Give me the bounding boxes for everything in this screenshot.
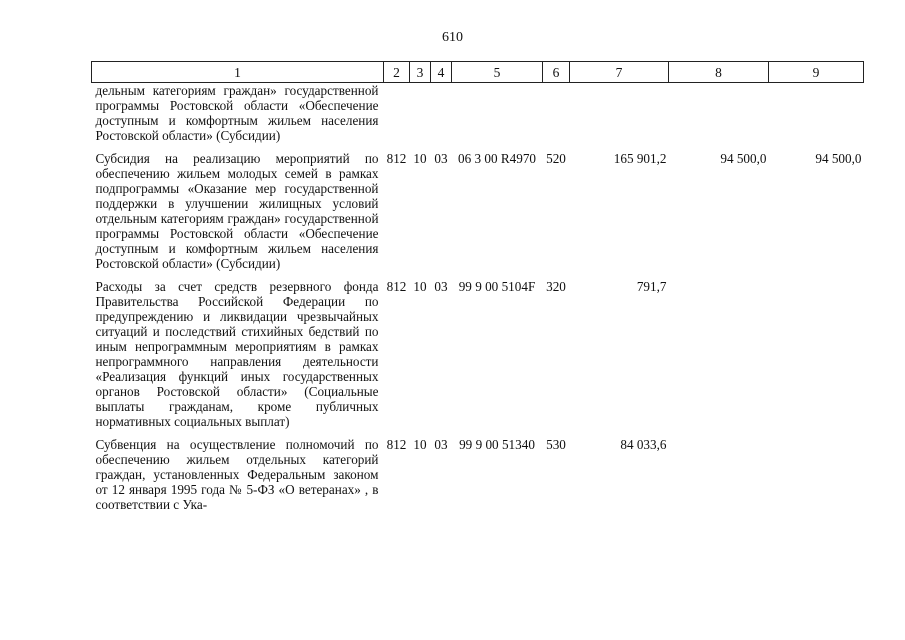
row-amount-col8 bbox=[669, 435, 769, 518]
header-col-9: 9 bbox=[769, 62, 864, 83]
row-description: Субсидия на реализацию мероприятий по обеспечению жильем молодых семей в рамках подпрограммы «Оказание мер государственной поддержки в улучшении жилищных условий отдельным категориям граждан» государственной программы Ростовской области «Обеспечение доступным и комфортным жильем населения Ростовской области» (Субсидии) bbox=[95, 151, 379, 271]
header-col-4: 4 bbox=[431, 62, 452, 83]
row-ved-code: 812 bbox=[386, 151, 407, 166]
row-target-article: 99 9 00 51340 bbox=[459, 437, 535, 452]
row-ved-code: 812 bbox=[386, 279, 407, 294]
row-subsection-code: 03 bbox=[434, 151, 448, 166]
row-section-code bbox=[410, 83, 431, 150]
row-expense-type: 320 bbox=[546, 279, 566, 294]
row-section-code: 10 bbox=[413, 279, 427, 294]
row-target-article: 99 9 00 5104F bbox=[458, 279, 536, 294]
row-description: Расходы за счет средств резервного фонда Правительства Российской Федерации по предупреждению и ликвидации чрезвычайных ситуаций и последствий стихийных бедствий по иным непрограммным мероприятиям в рамках непрограммного направления деятельности «Реализация функций иных государственных органов Ростовской области» (Социальные выплаты гражданам, кроме публичных нормативных социальных выплат) bbox=[95, 279, 379, 429]
row-amount-col9 bbox=[769, 83, 864, 150]
row-section-code: 10 bbox=[413, 151, 427, 166]
row-expense-type: 520 bbox=[546, 151, 566, 166]
table-row bbox=[92, 435, 864, 518]
row-amount-col9 bbox=[769, 277, 864, 435]
row-section-code: 10 bbox=[413, 437, 427, 452]
row-amount-col7: 791,7 bbox=[636, 279, 667, 294]
row-amount-col9 bbox=[769, 435, 864, 518]
row-target-article bbox=[452, 83, 543, 150]
header-col-7: 7 bbox=[570, 62, 669, 83]
header-col-6: 6 bbox=[543, 62, 570, 83]
row-amount-col9: 94 500,0 bbox=[815, 151, 862, 166]
row-amount-col8: 94 500,0 bbox=[720, 151, 767, 166]
row-ved-code: 812 bbox=[386, 437, 407, 452]
header-col-3: 3 bbox=[410, 62, 431, 83]
row-description: Субвенция на осуществление полномочий по обеспечению жильем отдельных категорий граждан, установленных Федеральным законом от 12 января 1995 года № 5-ФЗ «О ветеранах» , в соответствии с Ука- bbox=[95, 437, 379, 512]
row-subsection-code: 03 bbox=[434, 279, 448, 294]
header-col-2: 2 bbox=[384, 62, 410, 83]
row-ved-code bbox=[384, 83, 410, 150]
table-header-row bbox=[92, 62, 864, 83]
table-row bbox=[92, 149, 864, 277]
row-amount-col8 bbox=[669, 277, 769, 435]
row-target-article: 06 3 00 R4970 bbox=[457, 151, 537, 166]
row-amount-col7: 165 901,2 bbox=[613, 151, 667, 166]
row-expense-type bbox=[543, 83, 570, 150]
row-subsection-code: 03 bbox=[434, 437, 448, 452]
row-amount-col8 bbox=[669, 83, 769, 150]
table-row bbox=[92, 83, 864, 150]
budget-table bbox=[91, 61, 864, 518]
header-col-5: 5 bbox=[452, 62, 543, 83]
table-row bbox=[92, 277, 864, 435]
header-col-1: 1 bbox=[92, 62, 384, 83]
page-number: 610 bbox=[442, 30, 463, 45]
header-col-8: 8 bbox=[669, 62, 769, 83]
row-description: дельным категориям граждан» государственной программы Ростовской области «Обеспечение доступным и комфортным жильем населения Ростовской области» (Субсидии) bbox=[95, 83, 379, 143]
row-expense-type: 530 bbox=[546, 437, 566, 452]
row-subsection-code bbox=[431, 83, 452, 150]
row-amount-col7 bbox=[570, 83, 669, 150]
row-amount-col7: 84 033,6 bbox=[620, 437, 667, 452]
